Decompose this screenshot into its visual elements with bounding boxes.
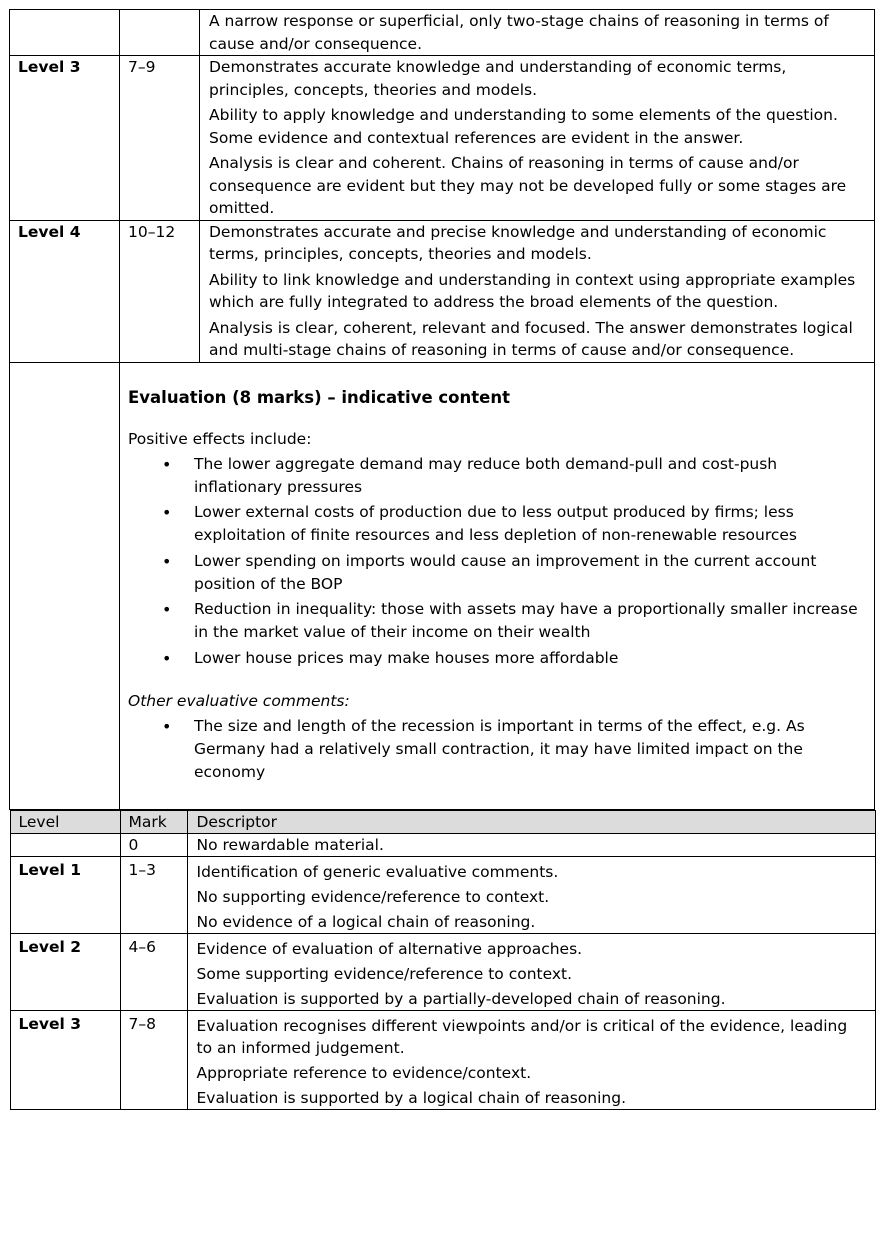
header-level: Level (10, 810, 120, 833)
other-comments-title: Other evaluative comments: (128, 691, 350, 710)
levels-container (10, 809, 875, 1110)
list-item: • The lower aggregate demand may reduce both demand-pull and cost-push inflationary pressures (128, 453, 866, 499)
descriptor-line: No evidence of a logical chain of reasoning. (196, 912, 536, 931)
descriptor-cell (200, 220, 875, 362)
descriptor-line: Identification of generic evaluative comments. (196, 862, 559, 881)
descriptor-line: Demonstrates accurate and precise knowledge and understanding of economic terms, principles, concepts, theories and models. (209, 222, 827, 263)
table-row (10, 933, 875, 1010)
positive-effects-list (128, 453, 866, 670)
evaluation-levels-table (10, 810, 876, 1110)
mark-cell: 0 (120, 833, 187, 856)
level-cell: Level 3 (10, 56, 120, 221)
positive-effects-intro: Positive effects include: (128, 430, 312, 448)
evaluation-row (10, 362, 875, 809)
evaluation-spacer-cell (10, 362, 120, 809)
other-comments-list (128, 715, 866, 784)
evaluation-cell (120, 362, 875, 809)
list-item: • The size and length of the recession is important in terms of the effect, e.g. As Germany had a relatively small contraction, it may have limited impact on the economy (128, 715, 866, 784)
mark-cell: 10–12 (120, 220, 200, 362)
mark-cell: 7–8 (120, 1010, 187, 1109)
header-descriptor: Descriptor (187, 810, 875, 833)
level-cell: Level 2 (10, 933, 120, 1010)
descriptor-cell (187, 1010, 875, 1109)
level-cell (10, 833, 120, 856)
list-item: • Reduction in inequality: those with assets may have a proportionally smaller increase in the market value of their income on their wealth (128, 598, 866, 644)
table-row (10, 833, 875, 856)
descriptor-line: Analysis is clear, coherent, relevant and focused. The answer demonstrates logical and multi-stage chains of reasoning in terms of cause and/or consequence. (209, 318, 853, 359)
descriptor-cell (200, 56, 875, 221)
level-cell: Level 1 (10, 856, 120, 933)
descriptor-cell (187, 856, 875, 933)
descriptor-cell (200, 10, 875, 56)
table-header-row (10, 810, 875, 833)
level-cell (10, 10, 120, 56)
descriptor-line: Demonstrates accurate knowledge and understanding of economic terms, principles, concepts, theories and models. (209, 58, 787, 99)
descriptor-line: Evaluation recognises different viewpoints and/or is critical of the evidence, leading to an informed judgement. (196, 1016, 848, 1057)
descriptor-line: Evaluation is supported by a partially-developed chain of reasoning. (196, 989, 726, 1008)
descriptor-line: Some supporting evidence/reference to context. (196, 964, 573, 983)
descriptor-cell (187, 833, 875, 856)
evaluation-heading: Evaluation (8 marks) – indicative content (128, 387, 510, 407)
descriptor-line: Evaluation is supported by a logical chain of reasoning. (196, 1088, 626, 1107)
descriptor-line: No supporting evidence/reference to context. (196, 887, 550, 906)
table-row (10, 1010, 875, 1109)
descriptor-cell (187, 933, 875, 1010)
analysis-levels-table (9, 9, 875, 1110)
descriptor-line: Ability to link knowledge and understanding in context using appropriate examples which are fully integrated to address the broad elements of the question. (209, 270, 856, 311)
list-item: • Lower spending on imports would cause an improvement in the current account position of the BOP (128, 550, 866, 596)
mark-cell: 1–3 (120, 856, 187, 933)
mark-cell: 7–9 (120, 56, 200, 221)
list-item: • Lower house prices may make houses more affordable (128, 647, 866, 670)
table-row (10, 10, 875, 56)
descriptor-line: Evidence of evaluation of alternative approaches. (196, 939, 583, 958)
descriptor-line: A narrow response or superficial, only two-stage chains of reasoning in terms of cause and/or consequence. (209, 12, 829, 53)
descriptor-line: Ability to apply knowledge and understanding to some elements of the question. Some evidence and contextual references are evident in the answer. (209, 106, 838, 147)
table-row (10, 56, 875, 221)
level-cell: Level 4 (10, 220, 120, 362)
descriptor-line: No rewardable material. (196, 835, 384, 854)
table-row (10, 856, 875, 933)
levels-row (10, 809, 875, 1110)
list-item: • Lower external costs of production due to less output produced by firms; less exploitation of finite resources and less depletion of non-renewable resources (128, 501, 866, 547)
mark-cell: 4–6 (120, 933, 187, 1010)
table-row (10, 220, 875, 362)
level-cell: Level 3 (10, 1010, 120, 1109)
header-mark: Mark (120, 810, 187, 833)
mark-cell (120, 10, 200, 56)
descriptor-line: Analysis is clear and coherent. Chains of reasoning in terms of cause and/or consequence are evident but they may not be developed fully or some stages are omitted. (209, 154, 847, 217)
descriptor-line: Appropriate reference to evidence/context. (196, 1063, 532, 1082)
